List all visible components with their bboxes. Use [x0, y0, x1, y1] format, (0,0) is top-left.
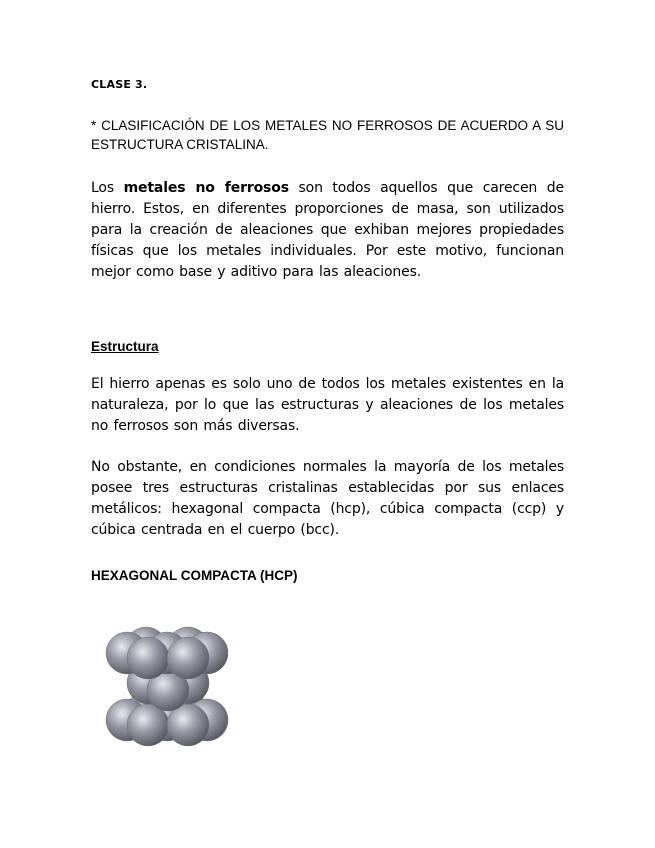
intro-rest: son todos aquellos que carecen de hierro. Estos, en diferentes proporciones de masa, son utilizados para la creación de aleaciones que exhiban mejores propiedades físicas que los metales individuales. Por este motivo, funcionan mejor como base y aditivo para las aleaciones. — [91, 180, 564, 280]
paragraph-estructuras: No obstante, en condiciones normales la mayoría de los metales posee tres estructuras cristalinas establecidas por sus enlaces metálicos: hexagonal compacta (hcp), cúbica compacta (ccp) y cúbica centrada en el cuerpo (bcc). — [91, 459, 564, 538]
intro-bold-term: metales no ferrosos — [123, 180, 289, 196]
figure-heading-hcp: HEXAGONAL COMPACTA (HCP) — [91, 568, 298, 583]
intro-prefix: Los — [91, 180, 124, 196]
hcp-crystal-figure — [102, 620, 234, 750]
paragraph-hierro: El hierro apenas es solo uno de todos los metales existentes en la naturaleza, por lo que las estructuras y aleaciones de los metales no ferrosos son más diversas. — [91, 376, 564, 434]
atom-sphere — [167, 637, 209, 679]
class-label: CLASE 3. — [91, 78, 148, 91]
document-subtitle: * CLASIFICACIÓN DE LOS METALES NO FERROSOS DE ACUERDO A SU ESTRUCTURA CRISTALINA. — [91, 118, 564, 152]
atom-sphere — [127, 637, 169, 679]
intro-paragraph — [91, 178, 564, 283]
section-heading-estructura: Estructura — [91, 339, 159, 354]
